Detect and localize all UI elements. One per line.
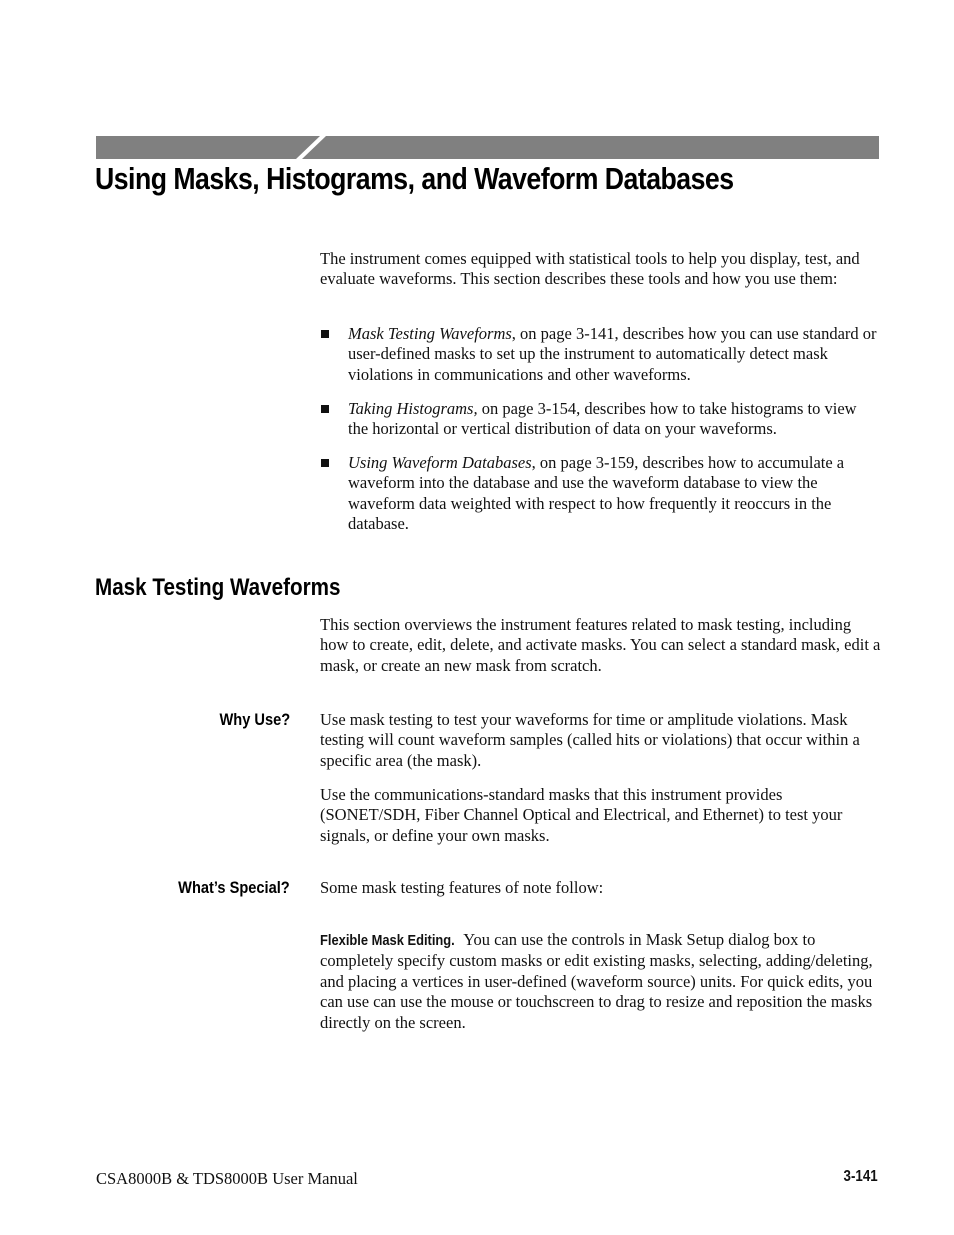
footer-manual-title: CSA8000B & TDS8000B User Manual — [96, 1169, 358, 1188]
list-item — [320, 399, 880, 440]
topic-link-histograms[interactable]: Taking Histograms, — [348, 398, 478, 418]
whats-special-label: What’s Special? — [178, 878, 290, 897]
why-use-label: Why Use? — [219, 710, 290, 729]
why-use-paragraph-2: Use the communications-standard masks that this instrument provides (SONET/SDH, Fiber Channel Optical and Electrical, and Ethernet) to test your signals, or define your own masks. — [320, 785, 843, 845]
section-heading: Mask Testing Waveforms — [95, 574, 341, 601]
topic-link-mask-testing[interactable]: Mask Testing Waveforms — [348, 324, 512, 343]
page-title: Using Masks, Histograms, and Waveform Databases — [95, 161, 734, 196]
list-item-text: on page 3-154, describes how to take histograms to view the horizontal or vertical distribution of data on your waveforms. — [348, 398, 857, 439]
title-bar-left-segment — [96, 136, 320, 159]
list-item — [320, 324, 880, 385]
square-bullet-icon — [321, 459, 329, 467]
square-bullet-icon — [321, 330, 329, 338]
flexible-mask-editing-paragraph — [320, 930, 882, 1033]
intro-paragraph: The instrument comes equipped with statistical tools to help you display, test, and evaluate waveforms. This section describes these tools and how you use them: — [320, 249, 860, 289]
list-item — [320, 453, 880, 535]
run-in-heading: Flexible Mask Editing. — [320, 932, 455, 949]
topic-list — [320, 324, 880, 548]
section-intro-paragraph: This section overviews the instrument features related to mask testing, including how to create, edit, delete, and activate masks. You can select a standard mask, edit a mask, or create an new mask from scratch. — [320, 615, 881, 675]
why-use-paragraph-1: Use mask testing to test your waveforms for time or amplitude violations. Mask testing will count waveform samples (called hits or violations) that occur within a specific area (the mask). — [320, 710, 860, 770]
flexible-mask-editing-text: You can use the controls in Mask Setup dialog box to completely specify custom masks or edit existing masks, selecting, adding/deleting, and placing a vertices in user-defined (waveform source) units. For quick edits, you can use can use the mouse or touchscreen to drag to resize and reposition the masks directly on the screen. — [320, 930, 873, 1032]
list-item-text: , on page 3-159, describes how to accumulate a waveform into the database and use the waveform database to view the waveform data weighted with respect to how frequently it reoccurs in the database. — [348, 453, 845, 534]
list-item-text: , on page 3-141, describes how you can use standard or user-defined masks to set up the instrument to automatically detect mask violations in communications and other waveforms. — [348, 324, 877, 384]
title-bar-decoration — [96, 136, 879, 159]
whats-special-paragraph-1: Some mask testing features of note follow: — [320, 878, 604, 897]
topic-link-waveform-databases[interactable]: Using Waveform Databases — [348, 453, 532, 473]
title-bar-right-segment — [302, 136, 879, 159]
square-bullet-icon — [321, 405, 329, 413]
footer-page-number: 3-141 — [843, 1168, 878, 1185]
